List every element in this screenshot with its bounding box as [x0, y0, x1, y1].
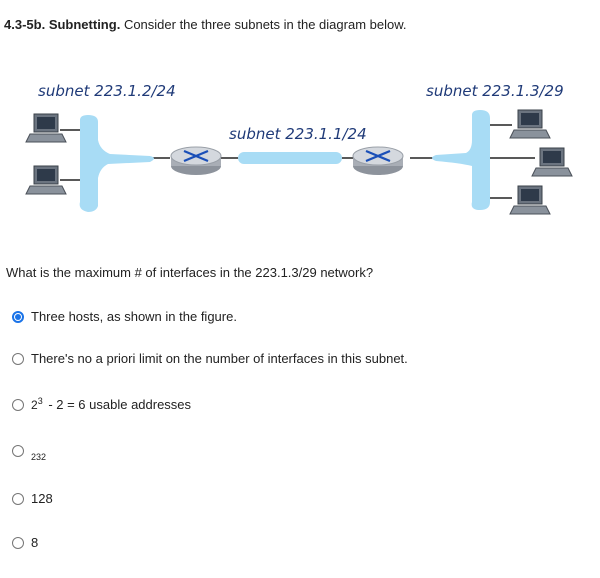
computer-icon — [26, 114, 66, 142]
question-topic: Subnetting. — [48, 17, 121, 32]
radio-button[interactable] — [12, 353, 24, 365]
computer-icon — [510, 110, 550, 138]
answer-option-5[interactable] — [12, 491, 53, 506]
radio-button[interactable] — [12, 537, 24, 549]
answer-label: 8 — [31, 535, 39, 550]
answer-option-3[interactable] — [12, 397, 191, 412]
subnet-label-middle: subnet 223.1.1/24 — [229, 125, 367, 143]
computer-icon — [532, 148, 572, 176]
answer-label: 232 — [31, 452, 47, 462]
question-instruction: Consider the three subnets in the diagram below. — [123, 17, 407, 32]
router-icon — [171, 147, 221, 175]
answer-label: 128 — [31, 491, 53, 506]
answer-label: Three hosts, as shown in the figure. — [31, 309, 237, 324]
network-diagram — [0, 70, 600, 240]
radio-button[interactable] — [12, 445, 24, 457]
answer-option-4[interactable] — [12, 443, 47, 462]
radio-button-selected[interactable] — [12, 311, 24, 323]
question-text: What is the maximum # of interfaces in the 223.1.3/29 network? — [6, 265, 374, 280]
answer-option-1[interactable] — [12, 309, 237, 324]
question-number: 4.3-5b. — [4, 17, 46, 32]
radio-button[interactable] — [12, 399, 24, 411]
answer-option-2[interactable] — [12, 351, 408, 366]
subnet-label-left: subnet 223.1.2/24 — [38, 82, 176, 100]
answer-option-6[interactable] — [12, 535, 38, 550]
question-title — [4, 17, 407, 32]
router-icon — [353, 147, 403, 175]
subnet-bubble-left — [80, 115, 154, 212]
subnet-bubble-middle — [238, 152, 342, 164]
radio-button[interactable] — [12, 493, 24, 505]
computer-icon — [510, 186, 550, 214]
subnet-label-right: subnet 223.1.3/29 — [426, 82, 564, 100]
answer-label: There's no a priori limit on the number of interfaces in this subnet. — [31, 351, 408, 366]
subnet-bubble-right — [432, 110, 490, 210]
answer-label: $2^3 - 2 = 6$ usable addresses — [31, 396, 192, 412]
